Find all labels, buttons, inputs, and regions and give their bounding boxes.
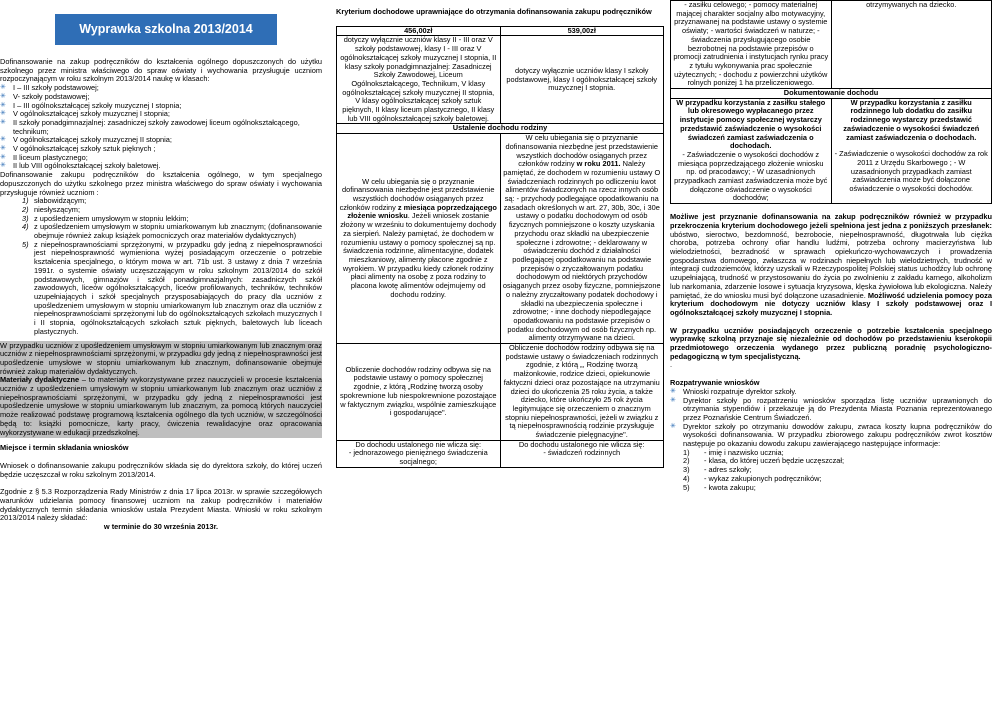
amount-539: 539,00zł	[500, 26, 664, 36]
materials-term: Materiały dydaktyczne	[0, 375, 80, 385]
rozpatrywanie-item: ✳ Wnioski rozpatruje dyrektor szkoły.	[670, 388, 992, 397]
mozliwe-text: ubóstwo, sieroctwo, bezdomność, bezrobocie, niepełnosprawność, długotrwała lub ciężka choroba, potrzeba ochrony ofiar handlu ludźmi, potrzeba ochrony macierzyństwa lub wielodzietności, bezradność w sprawach opiekuńczo-wychowawczych i prowadzenia gospodarstwa domowego, zwłaszcza w rodzinach niepełnych lub wielodzietnych, trudność w integracji cudzoziemców, którzy uzyskali w Rzeczypospolitej Polskiej status uchodźcy lub ochronę uzupełniającą, trudność w przystosowaniu do życia po zwolnieniu z zakładu karnego, alkoholizm lub narkomania, zdarzenie losowe i sytuacja kryzysowa, klęska żywiołowa lub ekologiczna. Należy pamiętać, że do wniosku musi być dołączone uzasadnienie.	[670, 229, 992, 300]
criteria-table	[336, 26, 664, 468]
class-item: ✳ II liceum plastycznego;	[0, 154, 322, 163]
item-number: 3)	[22, 213, 29, 223]
rozpatrywanie-item: ✳ Dyrektor szkoły po otrzymaniu dowodów zakupu, zwraca koszty kupna podręczników do wysokości dofinansowania. W przypadku zbiorowego zakupu podręczników zwrot kosztów następuje po okazaniu dowodu zakupu zawierającego następujące informacje:	[670, 423, 992, 449]
info-number: 2)	[683, 456, 690, 466]
item-text: z upośledzeniem umysłowym w stopniu lekkim;	[34, 213, 189, 223]
excluded-left-title: Do dochodu ustalonego nie wlicza się:	[355, 439, 482, 449]
info-number: 1)	[683, 447, 690, 457]
excluded-continued-cell: - zasiłku celowego; - pomocy materialnej mającej charakter socjalny albo motywacyjny, przyznawanej na podstawie ustawy o systemie oświaty; - wartości świadczeń w naturze; - świadczenia przysługującego osobie bezrobotnej na podstawie przepisów o promocji zatrudnienia i instytucjach rynku pracy z tytułu wykonywania prac społecznie użytecznych; - dochodu z powierzchni użytków rolnych poniżej 1 ha przeliczeniowego.	[671, 1, 832, 89]
item-number: 1)	[22, 196, 29, 206]
item-text: słabowidzącym;	[34, 196, 87, 206]
ustalenie-header: Ustalenie dochodu rodziny	[337, 124, 664, 134]
orzeczenie-paragraph: W przypadku uczniów posiadających orzeczenie o potrzebie kształcenia specjalnego wyprawkę szkolną przyznaje się niezależnie od dochodów po przedstawieniu kserokopii przedmiotowego orzeczenia wydanego przez publiczną poradnię psychologiczno-pedagogiczną w tym specjalistyczną.	[670, 325, 992, 361]
info-text: - adres szkoły;	[704, 465, 752, 475]
excluded-right-cell	[500, 440, 664, 467]
income-right-cell	[500, 134, 664, 344]
documentation-table	[670, 0, 992, 204]
proof-info-list	[670, 449, 992, 493]
income-right-a: W celu ubiegania się o przyznanie dofinansowania niezbędne jest przedstawienie wszystkich dochodów osiąganych przez członków rodziny	[505, 133, 658, 169]
dot: .	[670, 360, 673, 370]
info-text: - wykaz zakupionych podręczników;	[704, 473, 822, 483]
eligibility-list	[0, 197, 322, 336]
mozliwe-end: Możliwość udzielenia pomocy poza kryterium dochodowym nie dotyczy uczniów klasy I szkoły podstawowej oraz I ogólnokształcącej szkoły muzycznej I stopnia.	[670, 290, 992, 317]
class-list	[0, 84, 322, 171]
excluded-right-item: - świadczeń rodzinnych	[543, 448, 621, 458]
rozpatrywanie-item: ✳ Dyrektor szkoły po rozpatrzeniu wniosków sporządza listę uczniów uprawnionych do otrzymania stypendiów i przekazuje ją do Prezydenta Miasta Poznania reprezentowanego przez Poznańskie Centrum Świadczeń.	[670, 397, 992, 423]
info-text: - kwota zakupu;	[704, 482, 756, 492]
class-item: ✳ I – III szkoły podstawowej;	[0, 84, 322, 93]
doc-right-bold: W przypadku korzystania z zasiłku rodzinnego lub dodatku do zasiłku rodzinnego wystarczy przedstawić zaświadczenie o wysokości świadczeń zamiast zaświadczenia o dochodach.	[843, 97, 980, 142]
gray-box	[0, 341, 322, 439]
zgodnie-paragraph: Zgodnie z § 5.3 Rozporządzenia Rady Ministrów z dnia 17 lipca 2013r. w sprawie szczegółowych warunków udzielania pomocy finansowej uczniom na zakup podręczników i materiałów dydaktycznych termin składania wniosków ustala Prezydent Miasta. Wnioski w roku szkolnym 2013/2014 należy składać:	[0, 487, 322, 523]
info-text: - klasa, do której uczeń będzie uczęszczał;	[704, 456, 845, 466]
item-text: z niepełnosprawnościami sprzężonymi, w przypadku gdy jedną z niepełnosprawności jest niepełnosprawność wymieniona wyżej posiadającym orzeczenie o potrzebie kształcenia specjalnego, o którym mowa w art. 71b ust. 3 ustawy z dnia 7 września 1991r. o systemie oświaty uczęszczającym w roku szkolnym 2013/2014 do szkół podstawowych, gimnazjów i szkół ponadgimnazjalnych: zasadniczych szkół zawodowych, liceów ogólnokształcących, liceów profilowanych, techników, techników uzupełniających i szkół specjalnych przysposabiających do pracy dla uczniów z upośledzeniem umysłowym w stopniu umiarkowanym lub znacznym oraz dla uczniów z niepełnosprawnościami sprzężonymi lub do ogólnokształcących szkołach muzycznych I i II stopnia, ogólnokształcących szkołach sztuk pięknych, baletowych lub liceach plastycznych.	[34, 239, 322, 336]
criteria-cell-1: dotyczy wyłącznie uczniów klasy II - III oraz V szkoły podstawowej, klasy I - III oraz V ogólnokształcącej szkoły muzycznej I stopnia, II klasy szkoły ponadgimnazjalnej: Zasadniczej Szkoły Zawodowej, Liceum Ogólnokształcącego, Technikum, V klasy ogólnokształcącej szkoły muzycznej II stopnia, V klasy ogólnokształcącej szkoły sztuk pięknych, II klasy liceum plastycznego, II klasy lub VIII ogólnokształcącej szkoły baletowej.	[337, 36, 501, 124]
income-left-b: z miesiąca poprzedzającego złożenie wniosku	[347, 202, 497, 221]
class-item: ✳ V ogólnokształcącej szkoły muzycznej I stopnia;	[0, 110, 322, 119]
class-item: ✳ II lub VIII ogólnokształcącej szkoły baletowej.	[0, 162, 322, 171]
mozliwe-bold: Możliwe jest przyznanie dofinansowania na zakup podręczników również w przypadku przekroczenia kryterium dochodowego jeżeli spełniona jest jedna z poniższych przesłanek:	[670, 212, 992, 230]
heading-rozpatrywanie: Rozpatrywanie wniosków	[670, 378, 760, 388]
proof-info-item	[670, 484, 992, 493]
income-right-c: Należy pamiętać, że dochodem w rozumieniu ustawy O świadczeniach rodzinnych po odliczeniu kwot alimentów świadczonych na rzecz innych osób są: - przychody podlegające opodatkowaniu na zasadach określonych w art. 27, 30b, 30c, i 30e ustawy o podatku dochodowym od osób fizycznych pomniejszone o koszty uzyskania przychodu oraz składki na ubezpieczenie społeczne i zdrowotne; - deklarowany w oświadczeniu dochód z działalności podlegającej opodatkowaniu na podstawie przepisów o zryczałtowanym podatku dochodowym od niektórych przychodów osiąganych przez osoby fizyczne, pomniejszone o należny zryczałtowany podatek dochodowy i składki na ubezpieczenia społeczne i zdrowotne; - inne dochody niepodlegające opodatkowaniu na podstawie przepisów o podatku dochodowym od osób fizycznych np. alimenty otrzymywane na dzieci.	[502, 159, 661, 343]
class-item: ✳ V ogólnokształcącej szkoły sztuk pięknych ;	[0, 145, 322, 154]
criteria-cell-2: dotyczy wyłącznie uczniów klasy I szkoły podstawowej, klasy I ogólnokształcącej szkoły muzycznej I stopnia.	[500, 36, 664, 124]
column-2	[336, 0, 664, 702]
item-number: 5)	[22, 239, 29, 249]
class-item: ✳ II szkoły ponadgimnazjalnej: zasadniczej szkoły zawodowej liceum ogólnokształcącego, technikum;	[0, 119, 322, 136]
intro-paragraph: Dofinansowanie na zakup podręczników do kształcenia ogólnego dopuszczonych do użytku szkolnego przez ministra właściwego do spraw oświaty i wychowania przysługuje uczniom rozpoczynającym w roku szkolnym 2013/2014 naukę w klasach:	[0, 57, 322, 84]
amount-456: 456,00zł	[337, 26, 501, 36]
heading-miejsce: Miejsce i termin składania wniosków	[0, 443, 129, 453]
income-left-cell	[337, 134, 501, 344]
column-3	[670, 0, 992, 702]
income-left-c: . Jeżeli wniosek zostanie złożony w wrześniu to dokumentujemy dochody za sierpień. Należy pamiętać, że dochodem w rozumieniu ustawy o pomocy społecznej są np. świadczenia rodzinne, alimentacyjne, dodatek mieszkaniowy, alimenty płacone zgodnie z wyrokiem. W przypadku kiedy członek rodziny płaci alimenty na osobę z poza rodziny to placona kwotę alimentów odejmujemy od dochodu rodziny.	[340, 211, 497, 299]
documentation-header: Dokumentowanie dochodu	[671, 89, 992, 99]
class-item: ✳ V ogólnokształcącej szkoły muzycznej II stopnia;	[0, 136, 322, 145]
item-number: 4)	[22, 222, 29, 232]
family-right-cell: Obliczenie dochodów rodziny odbywa się na podstawie ustawy o świadczeniach rodzinnych zgodnie, z którą „, Rodzinę tworzą małżonkowie, rodzice dzieci, opiekunowie faktyczni dzieci oraz pozostające na utrzymaniu dzieci do ukończenia 25 roku życia, a także dziecko, które ukończyło 25 rok życia legitymujące się orzeczeniem o znacznym stopniu niepełnosprawności, jeżeli w związku z tą niepełnosprawnością rodzinie przysługuje świadczenie pielęgnacyjne".	[500, 344, 664, 441]
doc-right-cell	[831, 98, 992, 203]
excluded-left-item: - jednorazowego pieniężnego świadczenia socjalnego;	[348, 448, 488, 467]
doc-left-cell	[671, 98, 832, 203]
doc-left-bold: W przypadku korzystania z zasiłku stałego lub okresowego wypłacanego przez instytucje pomocy społecznej wystarczy przedstawić zaświadczenie o wysokości świadczeń zamiast zaświadczenia o dochodach.	[676, 97, 826, 151]
doc-left-text: - Zaświadczenie o wysokości dochodów z miesiąca poprzedzającego złożenie wniosku np. od pracodawcy; - W uzasadnionych przypadkach zamiast zaświadczenia może być dołączone oświadczenie o wysokości dochodów;	[674, 149, 828, 203]
mozliwe-paragraph	[670, 213, 992, 317]
item-text: niesłyszącym;	[34, 204, 80, 214]
miejsce-paragraph: Wniosek o dofinansowanie zakupu podręczników składa się do dyrektora szkoły, do której uczeń będzie uczęszczał w roku szkolnym 2013/2014.	[0, 460, 322, 479]
family-left-cell: Obliczenie dochodów rodziny odbywa się na podstawie ustawy o pomocy społecznej zgodnie, z którą „Rodzinę tworzą osoby spokrewnione lub niespokrewnione pozostające w faktycznym związku, wspólnie zamieszkujące i gospodarujące".	[337, 344, 501, 441]
excluded-left-cell	[337, 440, 501, 467]
info-text: - imię i nazwisko ucznia;	[704, 447, 784, 457]
item-text: z upośledzeniem umysłowym w stopniu umiarkowanym lub znacznym; (dofinansowanie obejmuje również zakup książek pomocniczych oraz materiałów dydaktycznych)	[34, 222, 322, 241]
income-right-b: w roku 2011.	[576, 159, 621, 169]
gray-paragraph-2	[0, 376, 322, 437]
info-number: 3)	[683, 465, 690, 475]
column-1	[0, 0, 322, 702]
doc-right-text: - Zaświadczenie o wysokości dochodów za rok 2011 z Urzędu Skarbowego ; - W uzasadnionych przypadkach zamiast zaświadczenia może być dołączone oświadczenie o wysokości dochodów.	[834, 149, 988, 194]
materials-definition: – to materiały wykorzystywane przez nauczycieli w procesie kształcenia uczniów z upośledzeniem umysłowym w stopniu umiarkowanym lub znacznym oraz uczniów z niepełnosprawnościami sprzężonymi, w przypadku gdy jedną z niepełnosprawności jest upośledzenie umysłowe w stopniu umiarkowanym lub znacznym, za pomocą których nauczyciel może realizować podstawę programową kształcenia ogólnego dla tych uczniów, w szczególności będą to: książki pomocnicze, karty pracy, ćwiczenia rewalidacyjne oraz opracowania wykorzystywane w edukacji przedszkolnej.	[0, 375, 322, 437]
deadline: w terminie do 30 września 2013r.	[103, 522, 219, 532]
eligibility-item	[0, 241, 322, 337]
page-title: Wyprawka szkolna 2013/2014	[55, 14, 277, 45]
income-left-a: W celu ubiegania się o przyznanie dofinansowania niezbędne jest przedstawienie wszystkich dochodów osiąganych przez członków rodziny	[339, 176, 495, 212]
class-item: ✳ V- szkoły podstawowej;	[0, 93, 322, 102]
info-number: 5)	[683, 482, 690, 492]
class-item: ✳ I – III ogólnokształcącej szkoły muzycznej I stopnia;	[0, 102, 322, 111]
item-number: 2)	[22, 204, 29, 214]
info-number: 4)	[683, 473, 690, 483]
criteria-heading: Kryterium dochodowe uprawniające do otrzymania dofinansowania zakupu podręczników	[336, 7, 652, 16]
rozpatrywanie-list	[670, 388, 992, 449]
gray-paragraph-1: W przypadku uczniów z upośledzeniem umysłowym w stopniu umiarkowanym lub znacznym oraz uczniów z niepełnosprawnościami sprzężonymi, w przypadku gdy jedną z niepełnosprawności jest upośledzenie umysłowe w stopniu umiarkowanym lub znacznym, dofinansowanie obejmuje również zakup materiałów dydaktycznych.	[0, 340, 322, 376]
excluded-continued-right: otrzymywanych na dziecko.	[831, 1, 992, 89]
eligibility-item	[0, 223, 322, 240]
second-paragraph: Dofinansowanie zakupu podręczników do kształcenia ogólnego, w tym specjalnego dopuszczonych do użytku szkolnego przez ministra właściwego do spraw oświaty i wychowania przysługuje również uczniom :	[0, 170, 322, 197]
excluded-right-title: Do dochodu ustalonego nie wlicza się:	[518, 439, 645, 449]
